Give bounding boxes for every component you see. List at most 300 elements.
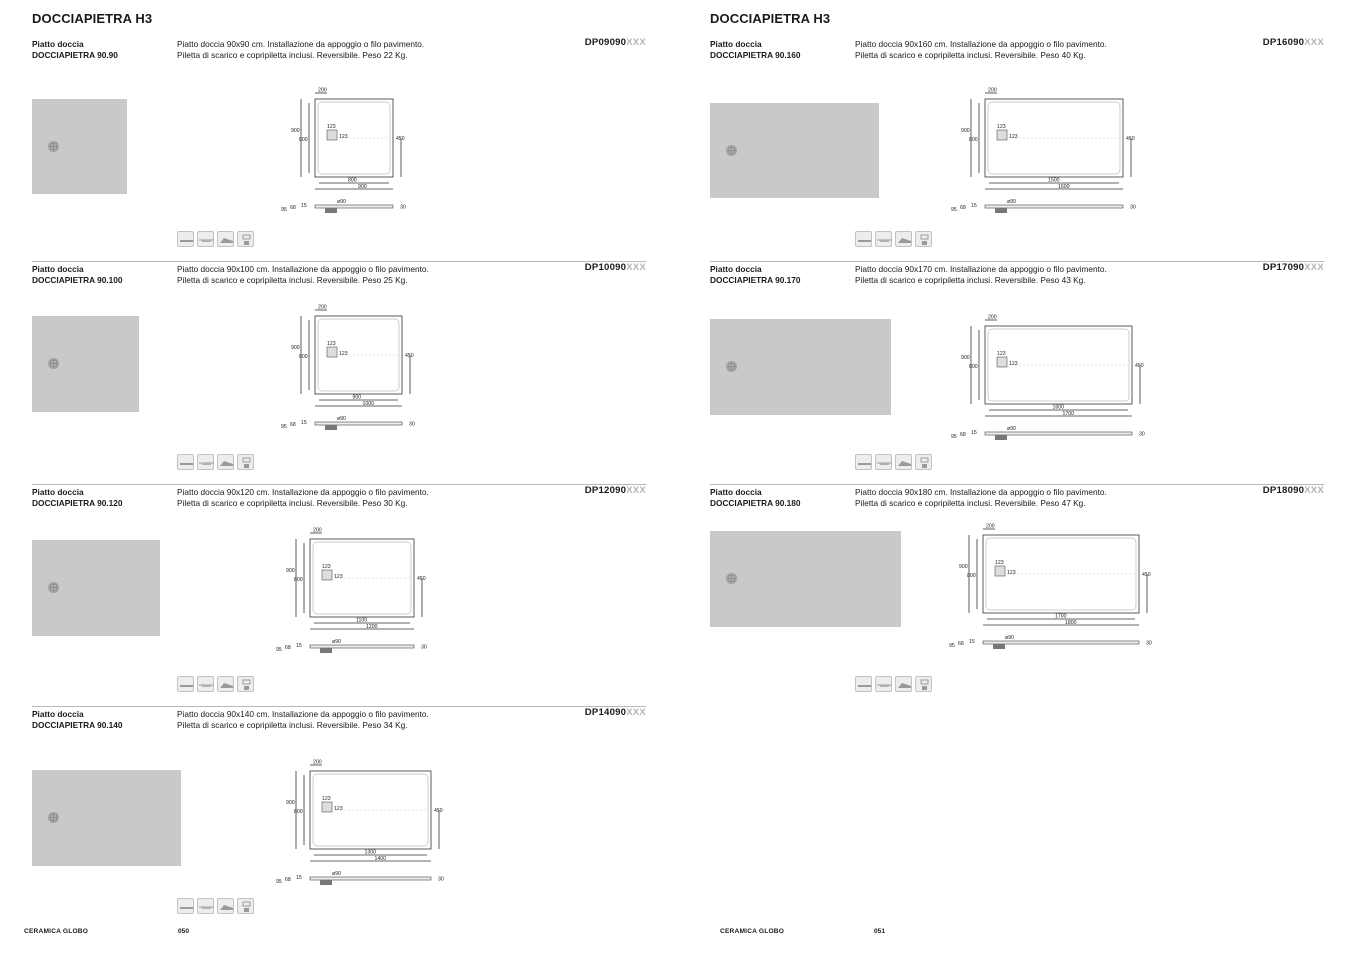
depth-total-label: 95: [951, 434, 957, 440]
description-line-2: Piletta di scarico e copripiletta inclusi. Reversibile. Peso 43 Kg.: [855, 275, 1086, 285]
product-model: DOCCIAPIETRA 90.140: [32, 720, 123, 730]
slope-icon: [895, 231, 912, 247]
kit-body: [244, 241, 249, 245]
floor-mount-icon-glyph: [178, 899, 195, 915]
dim-drain-center-label: 450: [1126, 136, 1135, 142]
dim-drain-offset-label: 200: [988, 87, 997, 94]
floor-bar: [180, 463, 193, 465]
floor-mount-icon: [855, 676, 872, 692]
code-base: DP14090: [584, 707, 627, 718]
code-base: DP09090: [584, 37, 627, 48]
flush-floor-icon-glyph: [876, 455, 893, 471]
thickness-label: 30: [1146, 640, 1152, 647]
separator-line: [32, 261, 646, 262]
kit-body: [922, 241, 927, 245]
description-line-2: Piletta di scarico e copripiletta inclusi. Reversibile. Peso 25 Kg.: [177, 275, 408, 285]
drain-kit-icon: [915, 676, 932, 692]
dim-inner-width-label: 800: [294, 809, 303, 815]
product-code: [1263, 37, 1324, 48]
product-name: [710, 39, 801, 61]
depth-total-label: 95: [281, 207, 287, 213]
slope-label: 15: [969, 639, 975, 645]
drain-grid-icon: [322, 570, 332, 580]
product-description: [177, 709, 507, 731]
description-line-1: Piatto doccia 90x180 cm. Installazione da appoggio o filo pavimento.: [855, 487, 1107, 497]
drain-size-label: 123: [997, 124, 1006, 130]
product-description: [177, 39, 507, 61]
depth-total-label: 95: [276, 879, 282, 885]
dim-drain-offset-label: 200: [313, 527, 322, 534]
product-code: [585, 37, 646, 48]
drain-diameter-label: ø90: [337, 199, 346, 205]
description-line-2: Piletta di scarico e copripiletta inclusi. Reversibile. Peso 34 Kg.: [177, 720, 408, 730]
technical-drawing: [272, 759, 471, 899]
drain-grid-icon: [997, 357, 1007, 367]
dim-inner-width-label: 800: [299, 137, 308, 143]
dim-width-label: 900: [286, 800, 295, 806]
dim-drain-center-label: 450: [434, 808, 443, 814]
drain-kit-icon: [237, 676, 254, 692]
tray-section-profile: [983, 641, 1139, 644]
dim-drain-offset-label: 200: [988, 314, 997, 321]
description-line-1: Piatto doccia 90x160 cm. Installazione da appoggio o filo pavimento.: [855, 39, 1107, 49]
description-line-1: Piatto doccia 90x170 cm. Installazione da appoggio o filo pavimento.: [855, 264, 1107, 274]
code-base: DP16090: [1262, 37, 1305, 48]
dim-length-label: 1700: [1062, 411, 1075, 417]
drain-size-label-2: 123: [334, 806, 343, 812]
kit-body: [244, 464, 249, 468]
flush-bar: [202, 685, 211, 687]
product-model: DOCCIAPIETRA 90.120: [32, 498, 123, 508]
description-line-1: Piatto doccia 90x90 cm. Installazione da appoggio o filo pavimento.: [177, 39, 425, 49]
dim-drain-center-label: 450: [405, 353, 414, 359]
slope-icon: [217, 676, 234, 692]
drain-size-label-2: 123: [334, 574, 343, 580]
drain-diameter-label: ø90: [332, 871, 341, 877]
dim-length-label: 1000: [362, 401, 375, 407]
installation-icons: [177, 676, 254, 692]
product-model: DOCCIAPIETRA 90.100: [32, 275, 123, 285]
product-name: [32, 39, 118, 61]
footer-brand: CERAMICA GLOBO: [720, 928, 785, 935]
code-suffix: XXX: [1304, 262, 1324, 273]
product-type-label: Piatto doccia: [710, 487, 762, 497]
dim-inner-width-label: 800: [969, 137, 978, 143]
flush-bar: [880, 463, 889, 465]
drain-icon: [726, 145, 737, 156]
drain-diameter-label: ø90: [1007, 426, 1016, 432]
description-line-1: Piatto doccia 90x140 cm. Installazione da appoggio o filo pavimento.: [177, 709, 429, 719]
slope-icon: [217, 454, 234, 470]
shower-tray-drawing-svg: [947, 87, 1163, 227]
dim-width-label: 900: [959, 564, 968, 570]
flush-floor-icon-glyph: [198, 455, 215, 471]
drain-grid-icon: [995, 566, 1005, 576]
depth-inner-label: 68: [290, 422, 296, 428]
kit-body: [244, 686, 249, 690]
flush-floor-icon-glyph: [198, 677, 215, 693]
product-description: [177, 264, 507, 286]
dim-length-label: 900: [358, 184, 367, 190]
product-model: DOCCIAPIETRA 90.170: [710, 275, 801, 285]
product-name: [710, 487, 801, 509]
product-type-label: Piatto doccia: [32, 487, 84, 497]
flush-floor-icon-glyph: [198, 232, 215, 248]
code-base: DP12090: [584, 485, 627, 496]
description-line-2: Piletta di scarico e copripiletta inclusi. Reversibile. Peso 22 Kg.: [177, 50, 408, 60]
product-photo: [32, 316, 139, 412]
code-suffix: XXX: [1304, 485, 1324, 496]
drain-section: [320, 648, 332, 653]
depth-inner-label: 68: [290, 205, 296, 211]
description-line-1: Piatto doccia 90x100 cm. Installazione da appoggio o filo pavimento.: [177, 264, 429, 274]
dim-drain-offset-label: 200: [986, 523, 995, 530]
installation-icons: [177, 898, 254, 914]
product-name: [710, 264, 801, 286]
dim-inner-width-label: 800: [967, 573, 976, 579]
drain-size-label-2: 123: [339, 351, 348, 357]
thickness-label: 30: [1130, 204, 1136, 211]
tray-section-profile: [985, 205, 1123, 208]
dim-drain-offset-label: 200: [318, 304, 327, 311]
drain-grid-icon: [327, 347, 337, 357]
drain-size-label-2: 123: [1009, 134, 1018, 140]
dim-width-label: 900: [291, 128, 300, 134]
installation-icons: [855, 676, 932, 692]
floor-mount-icon: [855, 454, 872, 470]
separator-line: [710, 484, 1324, 485]
kit-top: [243, 680, 250, 684]
drain-kit-icon: [237, 898, 254, 914]
drain-diameter-label: ø90: [1005, 635, 1014, 641]
product-code: [585, 485, 646, 496]
depth-total-label: 95: [949, 643, 955, 649]
drain-size-label-2: 123: [339, 134, 348, 140]
dim-inner-width-label: 800: [294, 577, 303, 583]
tray-section-profile: [315, 422, 402, 425]
flush-bar: [202, 907, 211, 909]
drain-section: [325, 425, 337, 430]
product-model: DOCCIAPIETRA 90.160: [710, 50, 801, 60]
slope-label: 15: [971, 203, 977, 209]
technical-drawing: [947, 314, 1172, 454]
product-photo: [710, 531, 901, 627]
drain-kit-icon-glyph: [916, 455, 933, 471]
drain-size-label: 123: [327, 341, 336, 347]
dim-width-label: 900: [961, 355, 970, 361]
product-photo: [32, 99, 127, 194]
flush-bar: [202, 463, 211, 465]
drain-grid-icon: [322, 802, 332, 812]
slope-icon-glyph: [896, 232, 913, 248]
floor-bar: [858, 463, 871, 465]
product-type-label: Piatto doccia: [32, 264, 84, 274]
dim-width-label: 900: [291, 345, 300, 351]
thickness-label: 30: [438, 876, 444, 883]
code-suffix: XXX: [626, 37, 646, 48]
thickness-label: 30: [421, 644, 427, 651]
floor-bar: [180, 685, 193, 687]
product-code: [585, 707, 646, 718]
dim-length-label: 1800: [1065, 620, 1077, 626]
tray-section-profile: [985, 432, 1132, 435]
shower-tray-drawing-svg: [272, 759, 471, 899]
drain-kit-icon-glyph: [238, 455, 255, 471]
floor-mount-icon-glyph: [856, 455, 873, 471]
slope-icon: [217, 898, 234, 914]
drain-kit-icon-glyph: [916, 232, 933, 248]
dim-length-label: 1600: [1058, 184, 1070, 190]
drain-size-label-2: 123: [1007, 570, 1016, 576]
flush-floor-icon: [197, 231, 214, 247]
flush-floor-icon: [875, 676, 892, 692]
flush-floor-icon-glyph: [876, 232, 893, 248]
code-suffix: XXX: [626, 707, 646, 718]
slope-label: 15: [971, 430, 977, 436]
installation-icons: [855, 454, 932, 470]
slope-icon-glyph: [218, 677, 235, 693]
product-type-label: Piatto doccia: [710, 39, 762, 49]
code-suffix: XXX: [626, 262, 646, 273]
depth-inner-label: 68: [960, 432, 966, 438]
drain-section: [320, 880, 332, 885]
kit-top: [243, 235, 250, 239]
depth-total-label: 95: [276, 647, 282, 653]
slope-shape: [220, 905, 233, 910]
shower-tray-drawing-svg: [277, 304, 442, 444]
drain-kit-icon-glyph: [916, 677, 933, 693]
depth-inner-label: 68: [958, 641, 964, 647]
slope-label: 15: [296, 875, 302, 881]
kit-body: [922, 686, 927, 690]
dim-drain-center-label: 450: [417, 576, 426, 582]
dim-length-label: 1200: [366, 624, 378, 630]
product-name: [32, 487, 123, 509]
slope-icon-glyph: [896, 455, 913, 471]
product-description: [855, 487, 1185, 509]
dim-drain-center-label: 450: [1142, 572, 1151, 578]
technical-drawing: [947, 87, 1163, 227]
kit-top: [921, 458, 928, 462]
dim-drain-center-label: 450: [396, 136, 405, 142]
code-suffix: XXX: [626, 485, 646, 496]
product-description: [177, 487, 507, 509]
flush-floor-icon: [875, 231, 892, 247]
code-base: DP18090: [1262, 485, 1305, 496]
technical-drawing: [277, 87, 433, 227]
dim-inner-length-label: 1500: [1048, 177, 1060, 184]
product-type-label: Piatto doccia: [710, 264, 762, 274]
dim-drain-offset-label: 200: [313, 759, 322, 766]
flush-floor-icon: [875, 454, 892, 470]
kit-top: [921, 235, 928, 239]
floor-mount-icon: [855, 231, 872, 247]
slope-icon-glyph: [896, 677, 913, 693]
drain-icon: [726, 361, 737, 372]
slope-label: 15: [296, 643, 302, 649]
tray-section-profile: [315, 205, 393, 208]
drain-diameter-label: ø90: [337, 416, 346, 422]
slope-icon: [217, 231, 234, 247]
drain-section: [995, 435, 1007, 440]
flush-bar: [202, 240, 211, 242]
product-photo: [710, 319, 891, 415]
slope-icon: [895, 676, 912, 692]
thickness-label: 30: [409, 421, 415, 428]
drain-size-label: 123: [322, 564, 331, 570]
installation-icons: [177, 454, 254, 470]
dim-drain-offset-label: 200: [318, 87, 327, 94]
code-base: DP10090: [584, 262, 627, 273]
drain-section: [995, 208, 1007, 213]
dim-width-label: 900: [286, 568, 295, 574]
floor-mount-icon: [177, 898, 194, 914]
kit-top: [243, 902, 250, 906]
description-line-2: Piletta di scarico e copripiletta inclusi. Reversibile. Peso 47 Kg.: [855, 498, 1086, 508]
slope-icon-glyph: [218, 899, 235, 915]
separator-line: [32, 484, 646, 485]
shower-tray-drawing-svg: [272, 527, 454, 667]
slope-shape: [220, 238, 233, 243]
dim-inner-length-label: 900: [352, 394, 362, 401]
floor-bar: [858, 685, 871, 687]
shower-tray-drawing-svg: [945, 523, 1179, 663]
depth-inner-label: 68: [285, 877, 291, 883]
tray-section-profile: [310, 877, 431, 880]
kit-top: [243, 458, 250, 462]
catalog-page-right: [678, 0, 1356, 959]
floor-bar: [180, 907, 193, 909]
separator-line: [32, 706, 646, 707]
product-model: DOCCIAPIETRA 90.90: [32, 50, 118, 60]
thickness-label: 30: [1139, 431, 1145, 438]
description-line-2: Piletta di scarico e copripiletta inclusi. Reversibile. Peso 40 Kg.: [855, 50, 1086, 60]
drain-icon: [48, 358, 59, 369]
slope-shape: [220, 461, 233, 466]
floor-mount-icon-glyph: [856, 677, 873, 693]
flush-floor-icon: [197, 454, 214, 470]
drain-section: [325, 208, 337, 213]
footer-page-number: 050: [178, 928, 190, 935]
product-description: [855, 264, 1185, 286]
drain-size-label: 123: [322, 796, 331, 802]
depth-inner-label: 68: [960, 205, 966, 211]
dim-inner-length-label: 1300: [364, 849, 377, 856]
drain-diameter-label: ø90: [332, 639, 341, 645]
technical-drawing: [277, 304, 442, 444]
slope-shape: [898, 461, 911, 466]
drain-grid-icon: [997, 130, 1007, 140]
depth-total-label: 95: [951, 207, 957, 213]
product-model: DOCCIAPIETRA 90.180: [710, 498, 801, 508]
product-photo: [710, 103, 879, 198]
floor-mount-icon-glyph: [178, 677, 195, 693]
product-description: [855, 39, 1185, 61]
drain-kit-icon-glyph: [238, 677, 255, 693]
depth-total-label: 95: [281, 424, 287, 430]
product-name: [32, 709, 123, 731]
code-base: DP17090: [1262, 262, 1305, 273]
floor-mount-icon: [177, 231, 194, 247]
product-code: [1263, 485, 1324, 496]
product-code: [1263, 262, 1324, 273]
code-suffix: XXX: [1304, 37, 1324, 48]
floor-mount-icon: [177, 676, 194, 692]
flush-floor-icon-glyph: [876, 677, 893, 693]
separator-line: [710, 261, 1324, 262]
product-type-label: Piatto doccia: [32, 709, 84, 719]
drain-icon: [48, 141, 59, 152]
dim-inner-length-label: 1100: [356, 617, 368, 624]
slope-icon-glyph: [218, 232, 235, 248]
drain-icon: [726, 573, 737, 584]
slope-label: 15: [301, 420, 307, 426]
slope-label: 15: [301, 203, 307, 209]
shower-tray-drawing-svg: [277, 87, 433, 227]
footer-brand: CERAMICA GLOBO: [24, 928, 89, 935]
description-line-1: Piatto doccia 90x120 cm. Installazione da appoggio o filo pavimento.: [177, 487, 429, 497]
footer-page-number: 051: [874, 928, 886, 935]
floor-mount-icon: [177, 454, 194, 470]
kit-body: [244, 908, 249, 912]
slope-icon: [895, 454, 912, 470]
drain-diameter-label: ø90: [1007, 199, 1016, 205]
drain-size-label: 123: [995, 560, 1004, 566]
flush-floor-icon-glyph: [198, 899, 215, 915]
product-name: [32, 264, 123, 286]
drain-kit-icon: [237, 454, 254, 470]
dim-inner-length-label: 1600: [1052, 404, 1065, 411]
technical-drawing: [272, 527, 454, 667]
dim-inner-width-label: 800: [969, 364, 978, 370]
dim-inner-length-label: 800: [348, 177, 357, 184]
shower-tray-drawing-svg: [947, 314, 1172, 454]
technical-drawing: [945, 523, 1179, 663]
thickness-label: 30: [400, 204, 406, 211]
drain-section: [993, 644, 1005, 649]
dim-drain-center-label: 450: [1135, 363, 1144, 369]
slope-shape: [220, 683, 233, 688]
page-title: DOCCIAPIETRA H3: [710, 11, 831, 26]
depth-inner-label: 68: [285, 645, 291, 651]
drain-kit-icon: [237, 231, 254, 247]
floor-mount-icon-glyph: [178, 232, 195, 248]
description-line-2: Piletta di scarico e copripiletta inclusi. Reversibile. Peso 30 Kg.: [177, 498, 408, 508]
dim-width-label: 900: [961, 128, 970, 134]
dim-inner-width-label: 800: [299, 354, 308, 360]
product-photo: [32, 770, 181, 866]
slope-shape: [898, 238, 911, 243]
slope-icon-glyph: [218, 455, 235, 471]
flush-floor-icon: [197, 676, 214, 692]
kit-body: [922, 464, 927, 468]
installation-icons: [855, 231, 932, 247]
drain-kit-icon-glyph: [238, 232, 255, 248]
product-code: [585, 262, 646, 273]
floor-mount-icon-glyph: [856, 232, 873, 248]
drain-size-label-2: 123: [1009, 361, 1018, 367]
drain-kit-icon-glyph: [238, 899, 255, 915]
product-photo: [32, 540, 160, 636]
drain-size-label: 123: [327, 124, 336, 130]
kit-top: [921, 680, 928, 684]
page-title: DOCCIAPIETRA H3: [32, 11, 153, 26]
flush-bar: [880, 240, 889, 242]
drain-icon: [48, 812, 59, 823]
dim-length-label: 1400: [374, 856, 387, 862]
slope-shape: [898, 683, 911, 688]
floor-mount-icon-glyph: [178, 455, 195, 471]
